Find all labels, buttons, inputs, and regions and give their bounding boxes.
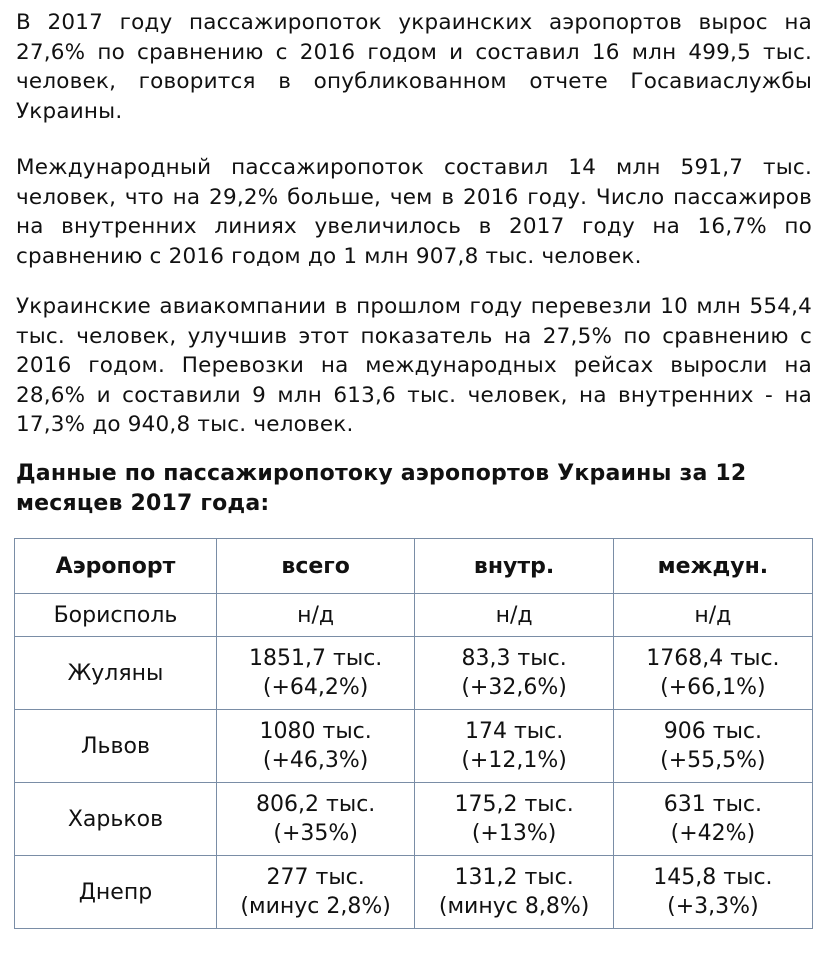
domestic-change: (+12,1%) bbox=[461, 748, 567, 773]
header-domestic: внутр. bbox=[415, 539, 613, 594]
airport-name: Харьков bbox=[15, 783, 217, 856]
domestic-cell bbox=[415, 637, 613, 710]
total-value: 277 тыс. bbox=[266, 865, 365, 890]
paragraph-total-traffic: В 2017 году пассажиропоток украинских аэропортов вырос на 27,6% по сравнению с 2016 годом и составил 16 млн 499,5 тыс. человек, говорится в опубликованном отчете Госавиаслужбы Украины. bbox=[16, 10, 812, 124]
table-row bbox=[15, 710, 813, 783]
total-value: 806,2 тыс. bbox=[256, 792, 376, 817]
domestic-change: (+32,6%) bbox=[461, 675, 567, 700]
total-cell bbox=[216, 594, 414, 637]
table-row bbox=[15, 856, 813, 929]
airport-name: Днепр bbox=[15, 856, 217, 929]
total-cell bbox=[216, 856, 414, 929]
total-change: (+64,2%) bbox=[262, 675, 369, 700]
domestic-cell bbox=[415, 856, 613, 929]
total-value: н/д bbox=[297, 602, 335, 628]
header-total: всего bbox=[216, 539, 414, 594]
domestic-change: (минус 8,8%) bbox=[438, 894, 590, 919]
international-change: (+42%) bbox=[670, 821, 756, 846]
airport-name: Борисполь bbox=[15, 594, 217, 637]
international-change: (+66,1%) bbox=[660, 675, 766, 700]
domestic-value: 174 тыс. bbox=[464, 719, 564, 744]
total-change: (+46,3%) bbox=[262, 748, 369, 773]
domestic-cell bbox=[415, 710, 613, 783]
domestic-value: 175,2 тыс. bbox=[454, 792, 574, 817]
table-row bbox=[15, 594, 813, 637]
international-value: 145,8 тыс. bbox=[653, 865, 773, 890]
airport-name: Жуляны bbox=[15, 637, 217, 710]
domestic-value: 131,2 тыс. bbox=[454, 865, 574, 890]
total-value: 1851,7 тыс. bbox=[249, 646, 383, 671]
airport-name: Львов bbox=[15, 710, 217, 783]
domestic-value: 83,3 тыс. bbox=[461, 646, 567, 671]
table-row bbox=[15, 783, 813, 856]
total-cell bbox=[216, 783, 414, 856]
total-cell bbox=[216, 637, 414, 710]
table-heading: Данные по пассажиропотоку аэропортов Украины за 12 месяцев 2017 года: bbox=[16, 461, 747, 516]
international-value: н/д bbox=[694, 602, 732, 628]
international-value: 1768,4 тыс. bbox=[646, 646, 780, 671]
domestic-change: (+13%) bbox=[471, 821, 557, 846]
total-cell bbox=[216, 710, 414, 783]
international-value: 906 тыс. bbox=[663, 719, 763, 744]
table-header-row bbox=[15, 539, 813, 594]
international-change: (+3,3%) bbox=[667, 894, 759, 919]
airport-traffic-table bbox=[14, 538, 813, 929]
international-cell bbox=[613, 710, 812, 783]
domestic-cell bbox=[415, 783, 613, 856]
international-change: (+55,5%) bbox=[660, 748, 766, 773]
total-change: (минус 2,8%) bbox=[240, 894, 391, 919]
header-airport: Аэропорт bbox=[15, 539, 217, 594]
paragraph-international-domestic: Международный пассажиропоток составил 14 млн 591,7 тыс. человек, что на 29,2% больше, чем в 2016 году. Число пассажиров на внутренних линиях увеличилось в 2017 году на 16,7% по сравнению с 2016 годом до 1 млн 907,8 тыс. человек. bbox=[16, 155, 812, 269]
header-international: междун. bbox=[613, 539, 812, 594]
international-cell bbox=[613, 637, 812, 710]
domestic-cell bbox=[415, 594, 613, 637]
total-value: 1080 тыс. bbox=[259, 719, 372, 744]
international-cell bbox=[613, 783, 812, 856]
table-row bbox=[15, 637, 813, 710]
international-cell bbox=[613, 856, 812, 929]
paragraph-airlines: Украинские авиакомпании в прошлом году перевезли 10 млн 554,4 тыс. человек, улучшив этот показатель на 27,5% по сравнению с 2016 годом. Перевозки на международных рейсах выросли на 28,6% и составили 9 млн 613,6 тыс. человек, на внутренних - на 17,3% до 940,8 тыс. человек. bbox=[16, 294, 812, 437]
domestic-value: н/д bbox=[495, 602, 533, 628]
international-value: 631 тыс. bbox=[663, 792, 763, 817]
international-cell bbox=[613, 594, 812, 637]
total-change: (+35%) bbox=[273, 821, 358, 846]
